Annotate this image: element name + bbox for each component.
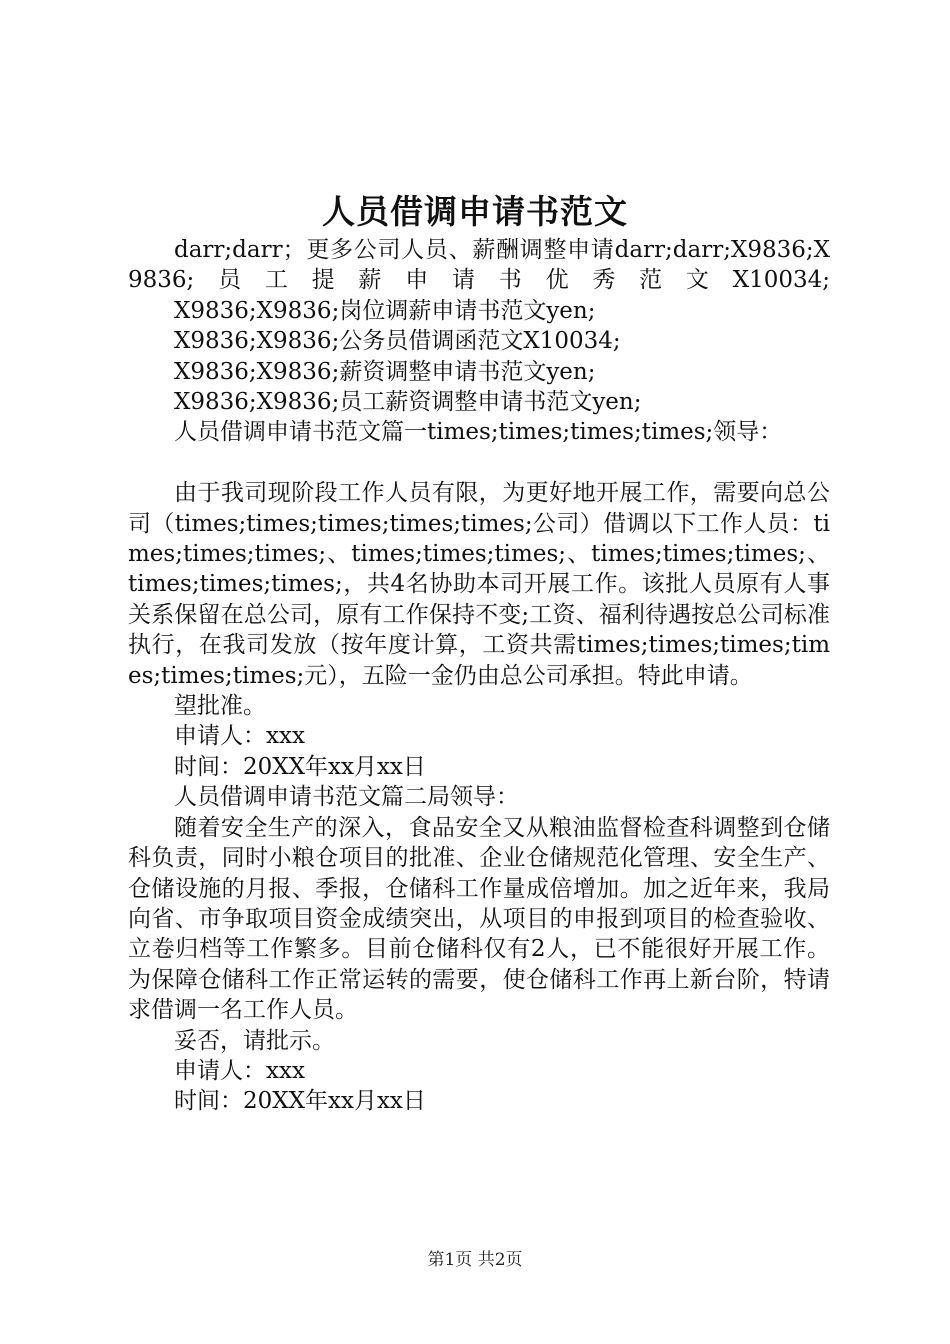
body-paragraph-sample-one-heading: 人员借调申请书范文篇一times;times;times;times;领导：: [174, 419, 783, 446]
body-paragraph-date-two: 时间：20XX年xx月xx日: [174, 1088, 426, 1115]
body-paragraph-link-secondment-letter: X9836;X9836;公务员借调函范文X10034;: [174, 328, 621, 355]
body-paragraph-sample-two-heading: 人员借调申请书范文篇二局领导：: [174, 784, 519, 811]
document-body: [128, 235, 830, 1117]
body-paragraph-link-employee-pay-adjust: X9836;X9836;员工薪资调整申请书范文yen;: [174, 389, 642, 416]
body-paragraph-applicant-one: 申请人：xxx: [174, 723, 305, 750]
body-paragraph-request-approval: 望批准。: [174, 693, 266, 720]
body-paragraph-applicant-two: 申请人：xxx: [174, 1057, 305, 1084]
body-paragraph-date-one: 时间：20XX年xx月xx日: [174, 753, 426, 780]
blank-line: [128, 448, 830, 478]
body-paragraph-sample-two-content: 随着安全生产的深入，食品安全又从粮油监督检查科调整到仓储科负责，同时小粮仓项目的批准、企业仓储规范化管理、安全生产、仓储设施的月报、季报，仓储科工作量成倍增加。加之近年来，我局向省、市争取项目资金成绩突出，从项目的申报到项目的检查验收、立卷归档等工作繁多。目前仓储科仅有2人，已不能很好开展工作。为保障仓储科工作正常运转的需要，使仓储科工作再上新台阶，特请求借调一名工作人员。: [128, 814, 830, 1024]
body-paragraph-related-links: darr;darr；更多公司人员、薪酬调整申请darr;darr;X9836;X9836;员工提薪申请书优秀范文X10034;: [128, 237, 830, 294]
document-title: 人员借调申请书范文: [322, 192, 628, 231]
body-paragraph-sample-one-content: 由于我司现阶段工作人员有限，为更好地开展工作，需要向总公司（times;times;times;times;times;公司）借调以下工作人员：times;times;times;、times;times;times;、times;times;times;、times;times;times;，共4名协助本司开展工作。该批人员原有人事关系保留在总公司，原有工作保持不变;工资、福利待遇按总公司标准执行，在我司发放（按年度计算，工资共需times;times;times;times;times;times;元），五险一金仍由总公司承担。特此申请。: [128, 480, 830, 689]
body-paragraph-request-instruction: 妥否，请批示。: [174, 1027, 335, 1054]
body-paragraph-link-pay-adjust: X9836;X9836;薪资调整申请书范文yen;: [174, 358, 596, 385]
page-number: 第1页 共2页: [427, 1250, 523, 1270]
body-paragraph-link-salary-adjust: X9836;X9836;岗位调薪申请书范文yen;: [174, 297, 596, 324]
